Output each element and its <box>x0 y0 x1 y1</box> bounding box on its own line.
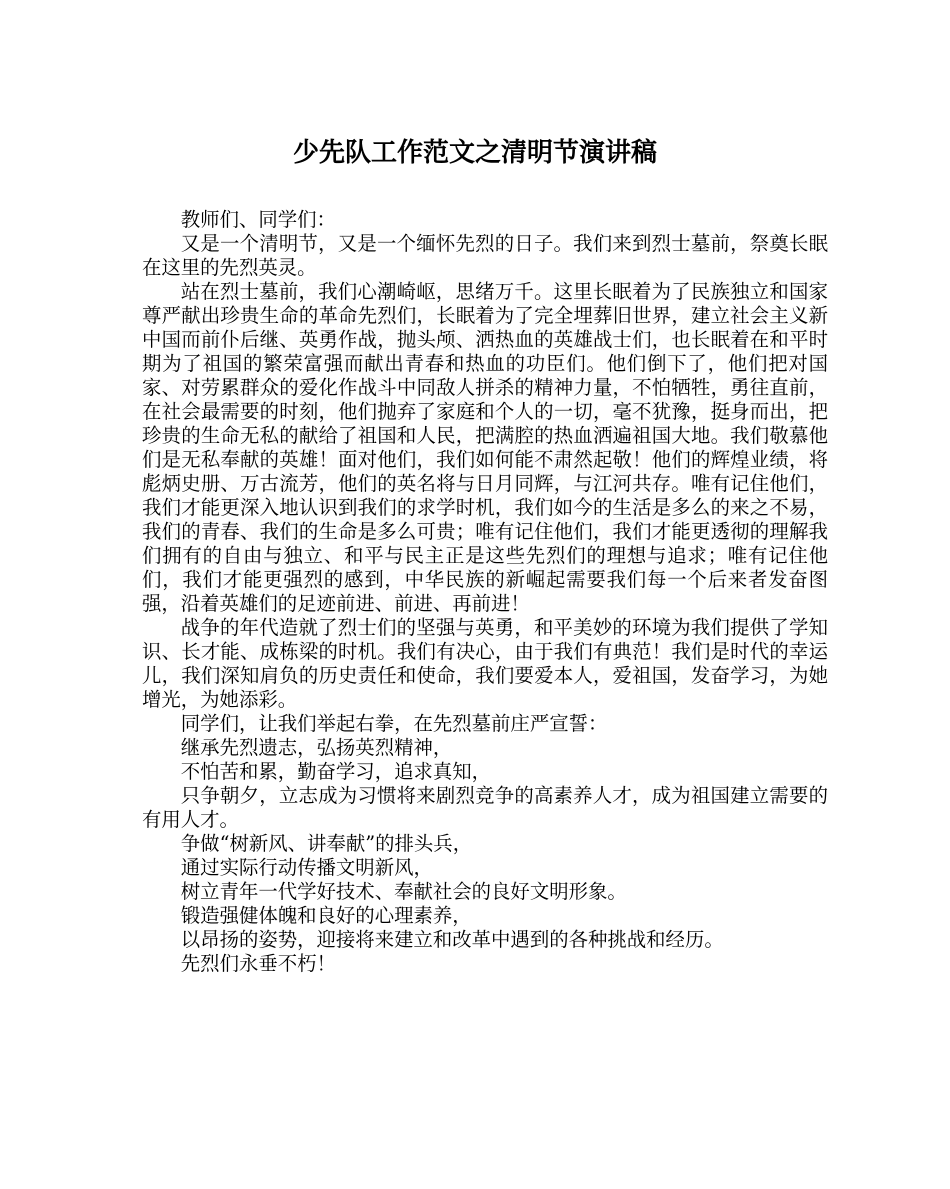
document-title: 少先队工作范文之清明节演讲稿 <box>292 138 657 168</box>
paragraph-closing: 先烈们永垂不朽！ <box>180 952 336 975</box>
oath-line-2: 不怕苦和累，勤奋学习，追求真知， <box>180 760 492 783</box>
oath-line-3: 只争朝夕，立志成为习惯将来剧烈竞争的高素养人才，成为祖国建立需要的有用人才。 <box>142 784 828 831</box>
oath-line-4: 争做“树新风、讲奉献”的排头兵， <box>180 832 473 855</box>
oath-line-7: 锻造强健体魄和良好的心理素养， <box>180 904 472 927</box>
paragraph-era: 战争的年代造就了烈士们的坚强与英勇，和平美妙的环境为我们提供了学知识、长才能、成栋梁的时机。我们有决心，由于我们有典范！我们是时代的幸运儿，我们深知肩负的历史责任和使命，我们要爱本人，爱祖国，发奋学习，为她增光，为她添彩。 <box>142 616 828 711</box>
paragraph-greeting: 教师们、同学们： <box>180 208 336 231</box>
paragraph-oath-intro: 同学们，让我们举起右拳，在先烈墓前庄严宣誓： <box>180 712 608 735</box>
oath-line-1: 继承先烈遗志，弘扬英烈精神， <box>180 736 453 759</box>
oath-line-6: 树立青年一代学好技术、奉献社会的良好文明形象。 <box>180 880 627 903</box>
document-body <box>142 208 828 976</box>
paragraph-opening: 又是一个清明节，又是一个缅怀先烈的日子。我们来到烈士墓前，祭奠长眠在这里的先烈英灵。 <box>142 232 828 279</box>
oath-line-8: 以昂扬的姿势，迎接将来建立和改革中遇到的各种挑战和经历。 <box>180 928 724 951</box>
oath-line-5: 通过实际行动传播文明新风， <box>180 856 433 879</box>
paragraph-tribute: 站在烈士墓前，我们心潮崎岖，思绪万千。这里长眠着为了民族独立和国家尊严献出珍贵生命的革命先烈们，长眠着为了完全埋葬旧世界，建立社会主义新中国而前仆后继、英勇作战，抛头颅、洒热血的英雄战士们，也长眠着在和平时期为了祖国的繁荣富强而献出青春和热血的功臣们。他们倒下了，他们把对国家、对劳累群众的爱化作战斗中同敌人拼杀的精神力量，不怕牺牲，勇往直前，在社会最需要的时刻，他们抛弃了家庭和个人的一切，毫不犹豫，挺身而出，把珍贵的生命无私的献给了祖国和人民，把满腔的热血洒遍祖国大地。我们敬慕他们是无私奉献的英雄！面对他们，我们如何能不肃然起敬！他们的辉煌业绩，将彪炳史册、万古流芳，他们的英名将与日月同辉，与江河共存。唯有记住他们，我们才能更深入地认识到我们的求学时机，我们如今的生活是多么的来之不易，我们的青春、我们的生命是多么可贵；唯有记住他们，我们才能更透彻的理解我们拥有的自由与独立、和平与民主正是这些先烈们的理想与追求；唯有记住他们，我们才能更强烈的感到，中华民族的新崛起需要我们每一个后来者发奋图强，沿着英雄们的足迹前进、前进、再前进！ <box>142 280 828 615</box>
